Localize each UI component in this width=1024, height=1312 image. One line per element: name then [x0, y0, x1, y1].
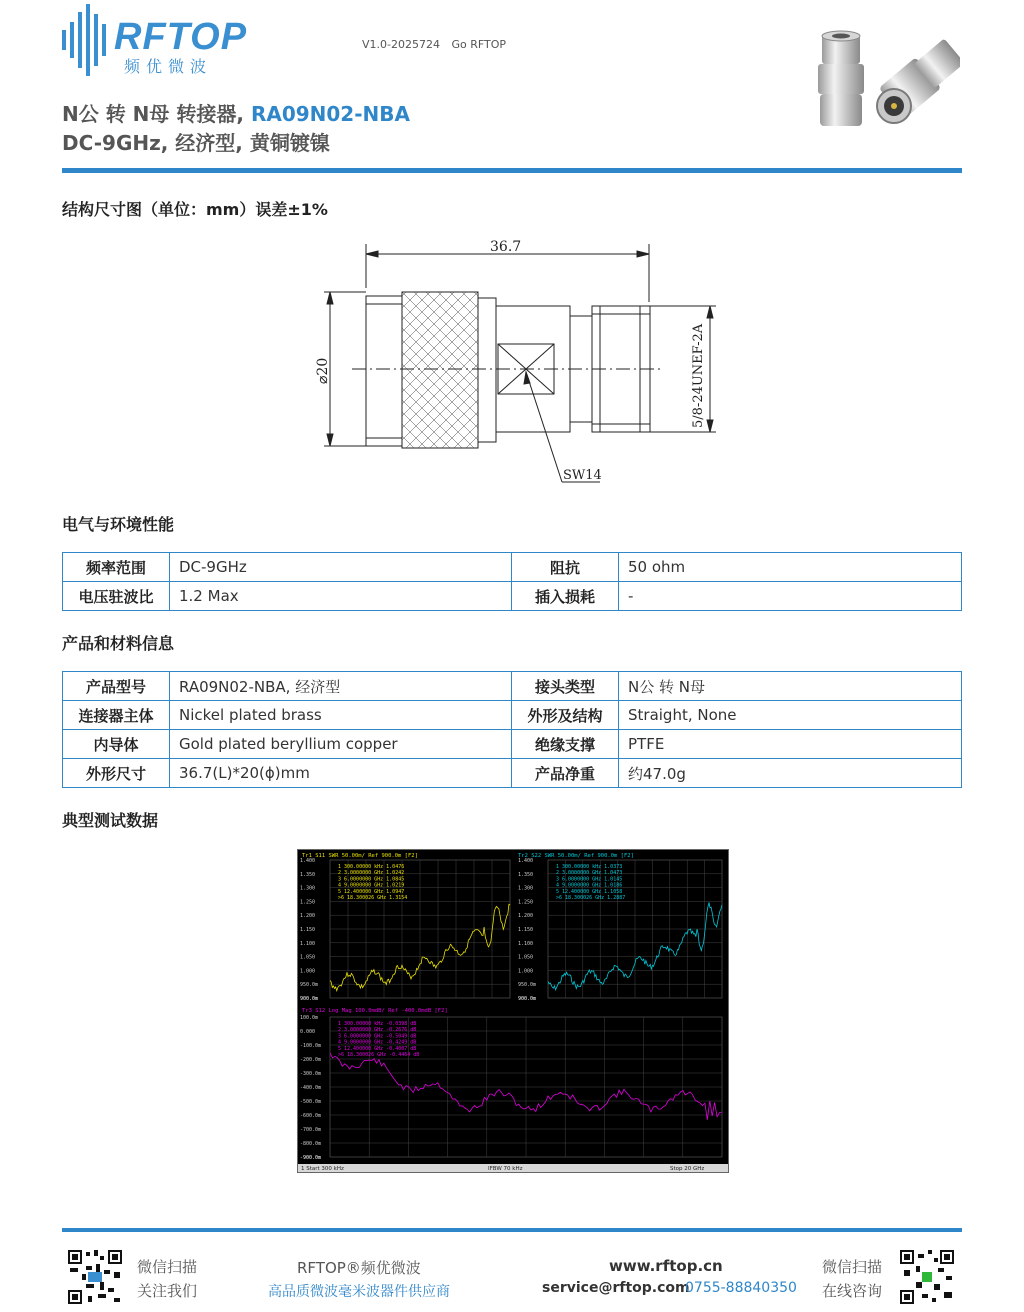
spec-value: DC-9GHz	[170, 553, 512, 582]
spec-value: 约47.0g	[619, 759, 962, 788]
footer-divider	[62, 1228, 962, 1232]
y-tick-label: 1.250	[300, 899, 316, 906]
tr1-label: Tr1 S11 SWR 50.00m/ Ref 900.0m [F2]	[302, 853, 418, 859]
y-tick-label: -400.0m	[300, 1085, 322, 1091]
marker-readout: 5 12.400000 GHz -0.4007 dB	[338, 1045, 417, 1052]
y-tick-label: -600.0m	[300, 1113, 322, 1119]
footer-wechat-scan: 微信扫描	[137, 1258, 198, 1276]
marker-readout: 2 3.0000000 GHz -0.2676 dB	[338, 1027, 417, 1034]
y-tick-label: 1.200	[300, 913, 316, 920]
y-tick-label: 1.050	[518, 954, 534, 961]
y-tick-label: 0.000	[300, 1029, 316, 1035]
spec-key: 绝缘支撑	[512, 730, 619, 759]
product-photo	[810, 26, 960, 136]
marker-readout: 4 9.0000000 GHz 1.0186	[556, 882, 623, 889]
marker-readout: 5 12.400000 GHz 1.1058	[556, 888, 623, 895]
marker-readout: 1 300.00000 kHz -0.0398 dB	[338, 1021, 417, 1027]
y-tick-label: 1.150	[300, 927, 316, 933]
marker-readout: 4 9.0000000 GHz 1.0219	[338, 882, 405, 889]
footer-online-consult: 在线咨询	[822, 1282, 883, 1300]
y-tick-label: -700.0m	[300, 1127, 322, 1133]
table-row	[63, 701, 962, 730]
product-model: RA09N02-NBA	[250, 102, 410, 126]
marker-readout: 4 9.0000000 GHz -0.4249 dB	[338, 1039, 417, 1046]
spec-key: 接头类型	[512, 672, 619, 701]
y-tick-label: 950.0m	[518, 982, 537, 989]
spec-key: 产品净重	[512, 759, 619, 788]
spec-value: -	[619, 582, 962, 611]
y-tick-label: 1.100	[300, 940, 316, 947]
footer-brand: RFTOP®频优微波	[297, 1259, 421, 1277]
y-tick-label: 1.350	[300, 871, 316, 878]
spec-value: 36.7(L)*20(ϕ)mm	[170, 759, 512, 788]
spec-value: Gold plated beryllium copper	[170, 730, 512, 759]
section-test-title: 典型测试数据	[62, 811, 159, 830]
y-tick-label: 1.000	[300, 968, 316, 975]
y-tick-label: 1.050	[300, 954, 316, 961]
y-tick-label: -500.0m	[300, 1099, 322, 1105]
y-tick-label: -300.0m	[300, 1071, 322, 1077]
footer-slogan: 高品质微波毫米波器件供应商	[268, 1284, 450, 1300]
title-prefix: N公 转 N母 转接器,	[62, 102, 244, 126]
product-subtitle: DC-9GHz, 经济型, 黄铜镀镍	[62, 131, 330, 155]
spec-key: 外形及结构	[512, 701, 619, 730]
footer-website[interactable]: www.rftop.cn	[609, 1257, 723, 1275]
logo-text-cn: 频优微波	[124, 57, 213, 76]
table-row	[63, 553, 962, 582]
vna-plot	[298, 850, 728, 1172]
marker-readout: 1 300.00000 kHz 1.0476	[338, 864, 405, 870]
electrical-table	[62, 552, 962, 611]
marker-readout: 5 12.400000 GHz 1.0947	[338, 888, 405, 895]
y-tick-label: -200.0m	[300, 1057, 322, 1063]
plot-footer-stop: Stop 20 GHz	[670, 1166, 705, 1172]
marker-readout: 3 6.0000000 GHz 1.0845	[338, 876, 405, 883]
footer-wechat-scan-2: 微信扫描	[822, 1258, 883, 1276]
plot-footer-start: 1 Start 300 kHz	[301, 1166, 344, 1172]
dim-diameter: ⌀20	[315, 357, 331, 384]
spec-key: 产品型号	[63, 672, 170, 701]
header-divider	[62, 168, 962, 173]
spec-key: 连接器主体	[63, 701, 170, 730]
spec-value: PTFE	[619, 730, 962, 759]
y-tick-label: 900.0m	[300, 996, 319, 1002]
marker-readout: >6 18.300026 GHz 1.3154	[338, 895, 408, 901]
logo-text: RFTOP	[114, 16, 248, 58]
spec-key: 外形尺寸	[63, 759, 170, 788]
product-title	[62, 98, 410, 127]
vna-screenshot	[297, 849, 729, 1173]
logo-wave-icon	[62, 4, 118, 76]
marker-readout: 1 300.00000 kHz 1.0373	[556, 864, 623, 870]
table-row	[63, 582, 962, 611]
y-tick-label: 1.150	[518, 927, 534, 933]
tr3-label: Tr3 S12 Log Mag 100.0mdB/ Ref -400.0mdB [F2]	[302, 1008, 448, 1014]
section-material-title: 产品和材料信息	[62, 634, 175, 653]
footer	[0, 1240, 1024, 1312]
y-tick-label: 1.100	[518, 940, 534, 947]
dim-wrench: SW14	[563, 468, 602, 483]
qr-code-icon[interactable]	[66, 1248, 124, 1306]
dim-length: 36.7	[490, 239, 522, 255]
y-tick-label: -800.0m	[300, 1141, 322, 1147]
qr-code-icon[interactable]	[898, 1248, 956, 1306]
dim-thread: 5/8-24UNEF-2A	[691, 323, 706, 428]
spec-key: 内导体	[63, 730, 170, 759]
y-tick-label: 1.000	[518, 968, 534, 975]
y-tick-label: 1.400	[518, 858, 534, 864]
spec-value: 50 ohm	[619, 553, 962, 582]
dimension-drawing	[300, 232, 730, 492]
y-tick-label: 900.0m	[518, 996, 537, 1002]
marker-readout: >6 18.300026 GHz -0.4464 dB	[338, 1052, 420, 1058]
y-tick-label: 1.350	[518, 871, 534, 878]
spec-value: RA09N02-NBA, 经济型	[170, 672, 512, 701]
marker-readout: 2 3.0000000 GHz 1.0242	[338, 870, 405, 877]
marker-readout: >6 18.300026 GHz 1.2887	[556, 895, 626, 901]
marker-readout: 3 6.0000000 GHz -0.5049 dB	[338, 1033, 417, 1040]
y-tick-label: -900.0m	[300, 1155, 322, 1161]
table-row	[63, 759, 962, 788]
material-table	[62, 671, 962, 788]
y-tick-label: 100.0m	[300, 1015, 319, 1021]
y-tick-label: 1.300	[300, 885, 316, 892]
section-drawing-title: 结构尺寸图（单位：mm）误差±1%	[62, 200, 328, 219]
marker-readout: 3 6.0000000 GHz 1.0145	[556, 876, 623, 883]
spec-value: Straight, None	[619, 701, 962, 730]
footer-phone[interactable]: 0755-88840350	[685, 1280, 797, 1296]
spec-value: 1.2 Max	[170, 582, 512, 611]
spec-value: N公 转 N母	[619, 672, 962, 701]
plot-footer-ifbw: IFBW 70 kHz	[488, 1166, 523, 1172]
spec-value: Nickel plated brass	[170, 701, 512, 730]
y-tick-label: 1.300	[518, 885, 534, 892]
brand-logo[interactable]	[62, 4, 272, 76]
y-tick-label: 1.400	[300, 858, 316, 864]
marker-readout: 2 3.0000000 GHz 1.0473	[556, 870, 623, 877]
section-electrical-title: 电气与环境性能	[62, 515, 175, 534]
table-row	[63, 730, 962, 759]
spec-key: 插入损耗	[512, 582, 619, 611]
footer-email[interactable]: service@rftop.com	[542, 1280, 690, 1296]
y-tick-label: 950.0m	[300, 982, 319, 989]
version-line	[362, 38, 514, 51]
tr2-label: Tr2 S22 SWR 50.00m/ Ref 900.0m [F2]	[518, 853, 634, 859]
version-number: V1.0-2025724	[362, 38, 440, 51]
brand-link[interactable]: Go RFTOP	[451, 38, 507, 51]
spec-key: 电压驻波比	[63, 582, 170, 611]
table-row	[63, 672, 962, 701]
y-tick-label: -100.0m	[300, 1043, 322, 1049]
y-tick-label: 1.250	[518, 899, 534, 906]
footer-follow-us: 关注我们	[137, 1282, 198, 1300]
spec-key: 阻抗	[512, 553, 619, 582]
spec-key: 频率范围	[63, 553, 170, 582]
y-tick-label: 1.200	[518, 913, 534, 920]
